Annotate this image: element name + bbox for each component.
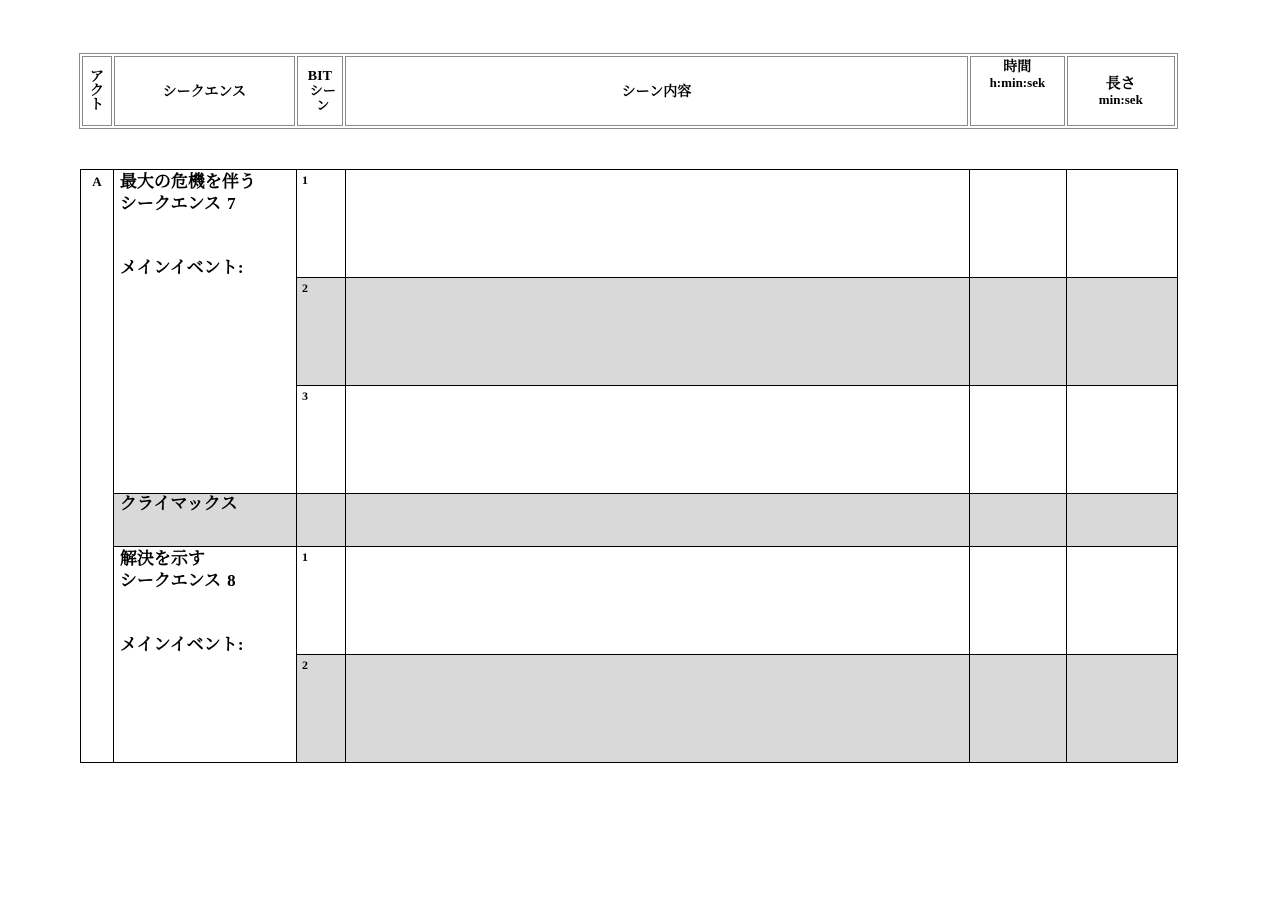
sequence-number: 8 xyxy=(227,571,236,590)
time-column-header xyxy=(970,56,1064,126)
scene-content-cell[interactable] xyxy=(346,386,970,494)
sequence-title-line1: 最大の危機を伴う xyxy=(120,172,256,192)
bit-label: BIT xyxy=(307,68,332,84)
bit-number: 1 xyxy=(297,170,346,278)
length-cell[interactable] xyxy=(1067,278,1178,386)
sequence-title-line2: シークエンス 8 xyxy=(120,571,236,591)
scene-content-cell[interactable] xyxy=(346,170,970,278)
table-row xyxy=(81,547,1178,655)
sequence-cell xyxy=(114,547,297,763)
sequence-number: 7 xyxy=(227,194,236,213)
time-label: 時間 xyxy=(1003,59,1032,75)
scene-content-cell[interactable] xyxy=(346,494,970,547)
bit-number: 3 xyxy=(297,386,346,494)
length-cell[interactable] xyxy=(1067,494,1178,547)
length-cell[interactable] xyxy=(1067,547,1178,655)
length-format: min:sek xyxy=(1098,92,1143,107)
time-cell[interactable] xyxy=(970,386,1067,494)
bit-scene-column-header xyxy=(297,56,343,126)
table-row xyxy=(81,170,1178,278)
time-cell[interactable] xyxy=(970,278,1067,386)
scene-content-cell[interactable] xyxy=(346,547,970,655)
act-char: ク xyxy=(90,83,105,99)
time-cell[interactable] xyxy=(970,170,1067,278)
length-cell[interactable] xyxy=(1067,655,1178,763)
scene-content-cell[interactable] xyxy=(346,278,970,386)
sequence-title-line1: 解決を示す xyxy=(120,549,205,569)
length-cell[interactable] xyxy=(1067,386,1178,494)
length-cell[interactable] xyxy=(1067,170,1178,278)
length-label: 長さ xyxy=(1105,74,1136,92)
sequence-table xyxy=(80,169,1178,763)
time-cell[interactable] xyxy=(970,547,1067,655)
climax-row xyxy=(81,494,1178,547)
scene-content-column-header: シーン内容 xyxy=(345,56,968,126)
length-column-header xyxy=(1067,56,1175,126)
bit-number: 2 xyxy=(297,655,346,763)
bit-number: 1 xyxy=(297,547,346,655)
scene-label-1: シー xyxy=(309,83,336,99)
main-event-label: メインイベント: xyxy=(120,258,244,278)
climax-label: クライマックス xyxy=(114,494,297,547)
bit-number xyxy=(297,494,346,547)
scene-label-2: ン xyxy=(316,98,330,114)
act-cell: A xyxy=(81,170,114,763)
sequence-title-line2: シークエンス 7 xyxy=(120,194,236,214)
sequence-cell xyxy=(114,170,297,494)
act-char: ア xyxy=(90,69,105,85)
time-cell[interactable] xyxy=(970,655,1067,763)
act-column-header xyxy=(82,56,112,126)
header-table xyxy=(79,53,1178,129)
scene-content-cell[interactable] xyxy=(346,655,970,763)
act-char: ト xyxy=(90,97,105,113)
sequence-column-header: シークエンス xyxy=(114,56,295,126)
time-cell[interactable] xyxy=(970,494,1067,547)
time-format: h:min:sek xyxy=(989,75,1046,90)
main-event-label: メインイベント: xyxy=(120,635,244,655)
bit-number: 2 xyxy=(297,278,346,386)
